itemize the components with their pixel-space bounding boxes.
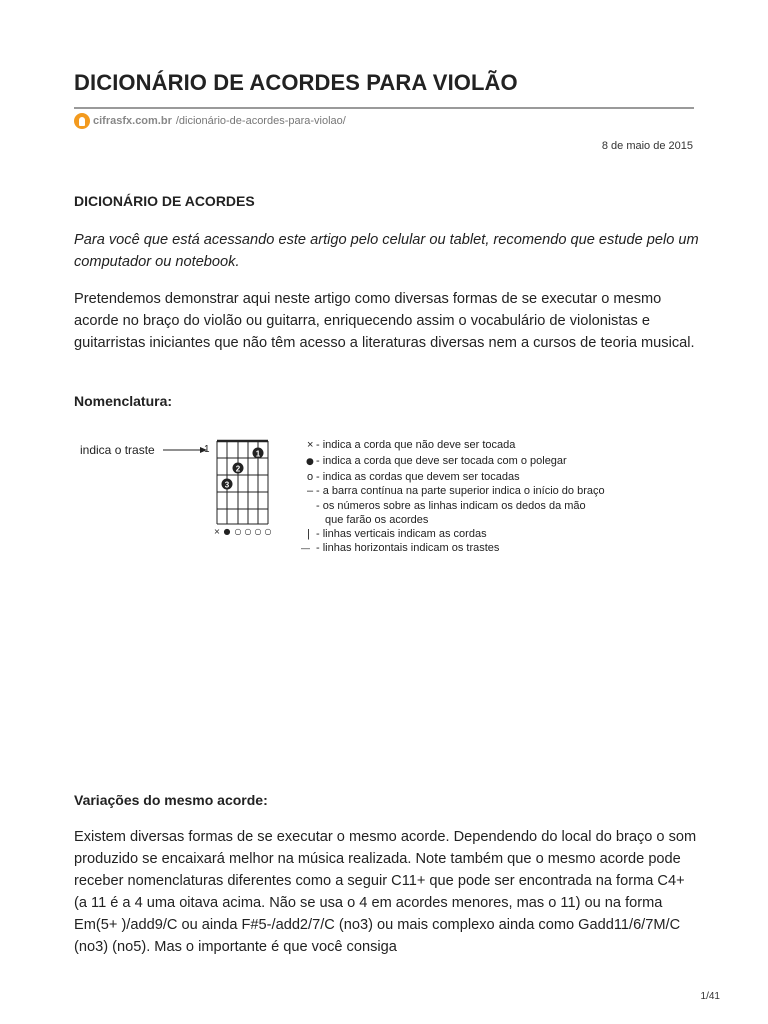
section-heading-dicionario: DICIONÁRIO DE ACORDES	[74, 193, 255, 209]
source-site[interactable]: cifrasfx.com.br	[93, 115, 172, 127]
intro-italic-paragraph: Para você que está acessando este artigo pelo celular ou tablet, recomendo que estude pelo um computador ou notebook.	[74, 232, 699, 270]
variations-paragraph: Existem diversas formas de se executar o mesmo acorde. Dependendo do local do braço o som produzido se encaixará melhor na música realizada. Note também que o mesmo acorde pode receber nomenclaturas diferentes como a seguir C11+ que pode ser encontrada na forma C4+ (a 11 é a 4 uma oitava acima. Não se usa o 4 em acordes menores, mas o 11) ou na forma Em(5+ )/add9/C ou ainda F#5-/add2/7/C (no3) ou mais complexo ainda como Gadd11/6/7M/C (no3) (no5). Mas o importante é que você consiga	[74, 829, 697, 955]
string-marker-3: ○	[234, 527, 242, 536]
finger-number-1: 1	[255, 449, 261, 459]
finger-number-3: 3	[224, 480, 230, 490]
legend-text-3: - indica as cordas que devem ser tocadas	[316, 471, 520, 483]
fret-number: 1	[204, 444, 210, 455]
title-divider	[74, 107, 694, 109]
fret-label: indica o traste	[80, 443, 155, 457]
string-marker-1: ×	[213, 527, 221, 536]
legend-symbol-1: ×	[307, 439, 314, 451]
legend-text-4: - a barra contínua na parte superior indica o início do braço	[316, 485, 605, 497]
source-line	[74, 113, 346, 129]
legend-text-2: - indica a corda que deve ser tocada com o polegar	[316, 455, 567, 467]
site-logo-icon	[74, 113, 90, 129]
string-marker-4: ○	[244, 527, 252, 536]
legend-text-6: que farão os acordes	[325, 514, 429, 526]
legend-text-1: - indica a corda que não deve ser tocada	[316, 439, 516, 451]
publish-date: 8 de maio de 2015	[601, 140, 693, 152]
legend-symbol-7: |	[307, 528, 310, 540]
page-title: DICIONÁRIO DE ACORDES PARA VIOLÃO	[74, 70, 518, 95]
source-path[interactable]: /dicionário-de-acordes-para-violao/	[175, 115, 346, 127]
legend-symbol-3: o	[307, 471, 314, 483]
legend-text-5: - os números sobre as linhas indicam os dedos da mão	[316, 500, 586, 512]
string-marker-2: ●	[223, 527, 231, 536]
intro-paragraph: Pretendemos demonstrar aqui neste artigo como diversas formas de se executar o mesmo acorde no braço do violão ou guitarra, enriquecendo assim o vocabulário de violonistas e guitarristas iniciantes que não têm acesso a literaturas diversas nem a cursos de teoria musical.	[74, 291, 695, 351]
string-marker-6: ○	[264, 527, 272, 536]
legend-symbol-2: ●	[306, 457, 314, 467]
legend-symbol-4: –	[307, 485, 314, 497]
string-marker-5: ○	[254, 527, 262, 536]
legend-text-8: - linhas horizontais indicam os trastes	[316, 542, 500, 554]
section-heading-variacoes: Variações do mesmo acorde:	[74, 792, 268, 808]
nomenclature-diagram	[74, 430, 694, 570]
legend-text-7: - linhas verticais indicam as cordas	[316, 528, 487, 540]
section-heading-nomenclatura: Nomenclatura:	[74, 393, 173, 409]
finger-number-2: 2	[235, 464, 241, 474]
legend-symbol-8: —	[301, 543, 310, 553]
page-number: 1/41	[700, 991, 720, 1002]
